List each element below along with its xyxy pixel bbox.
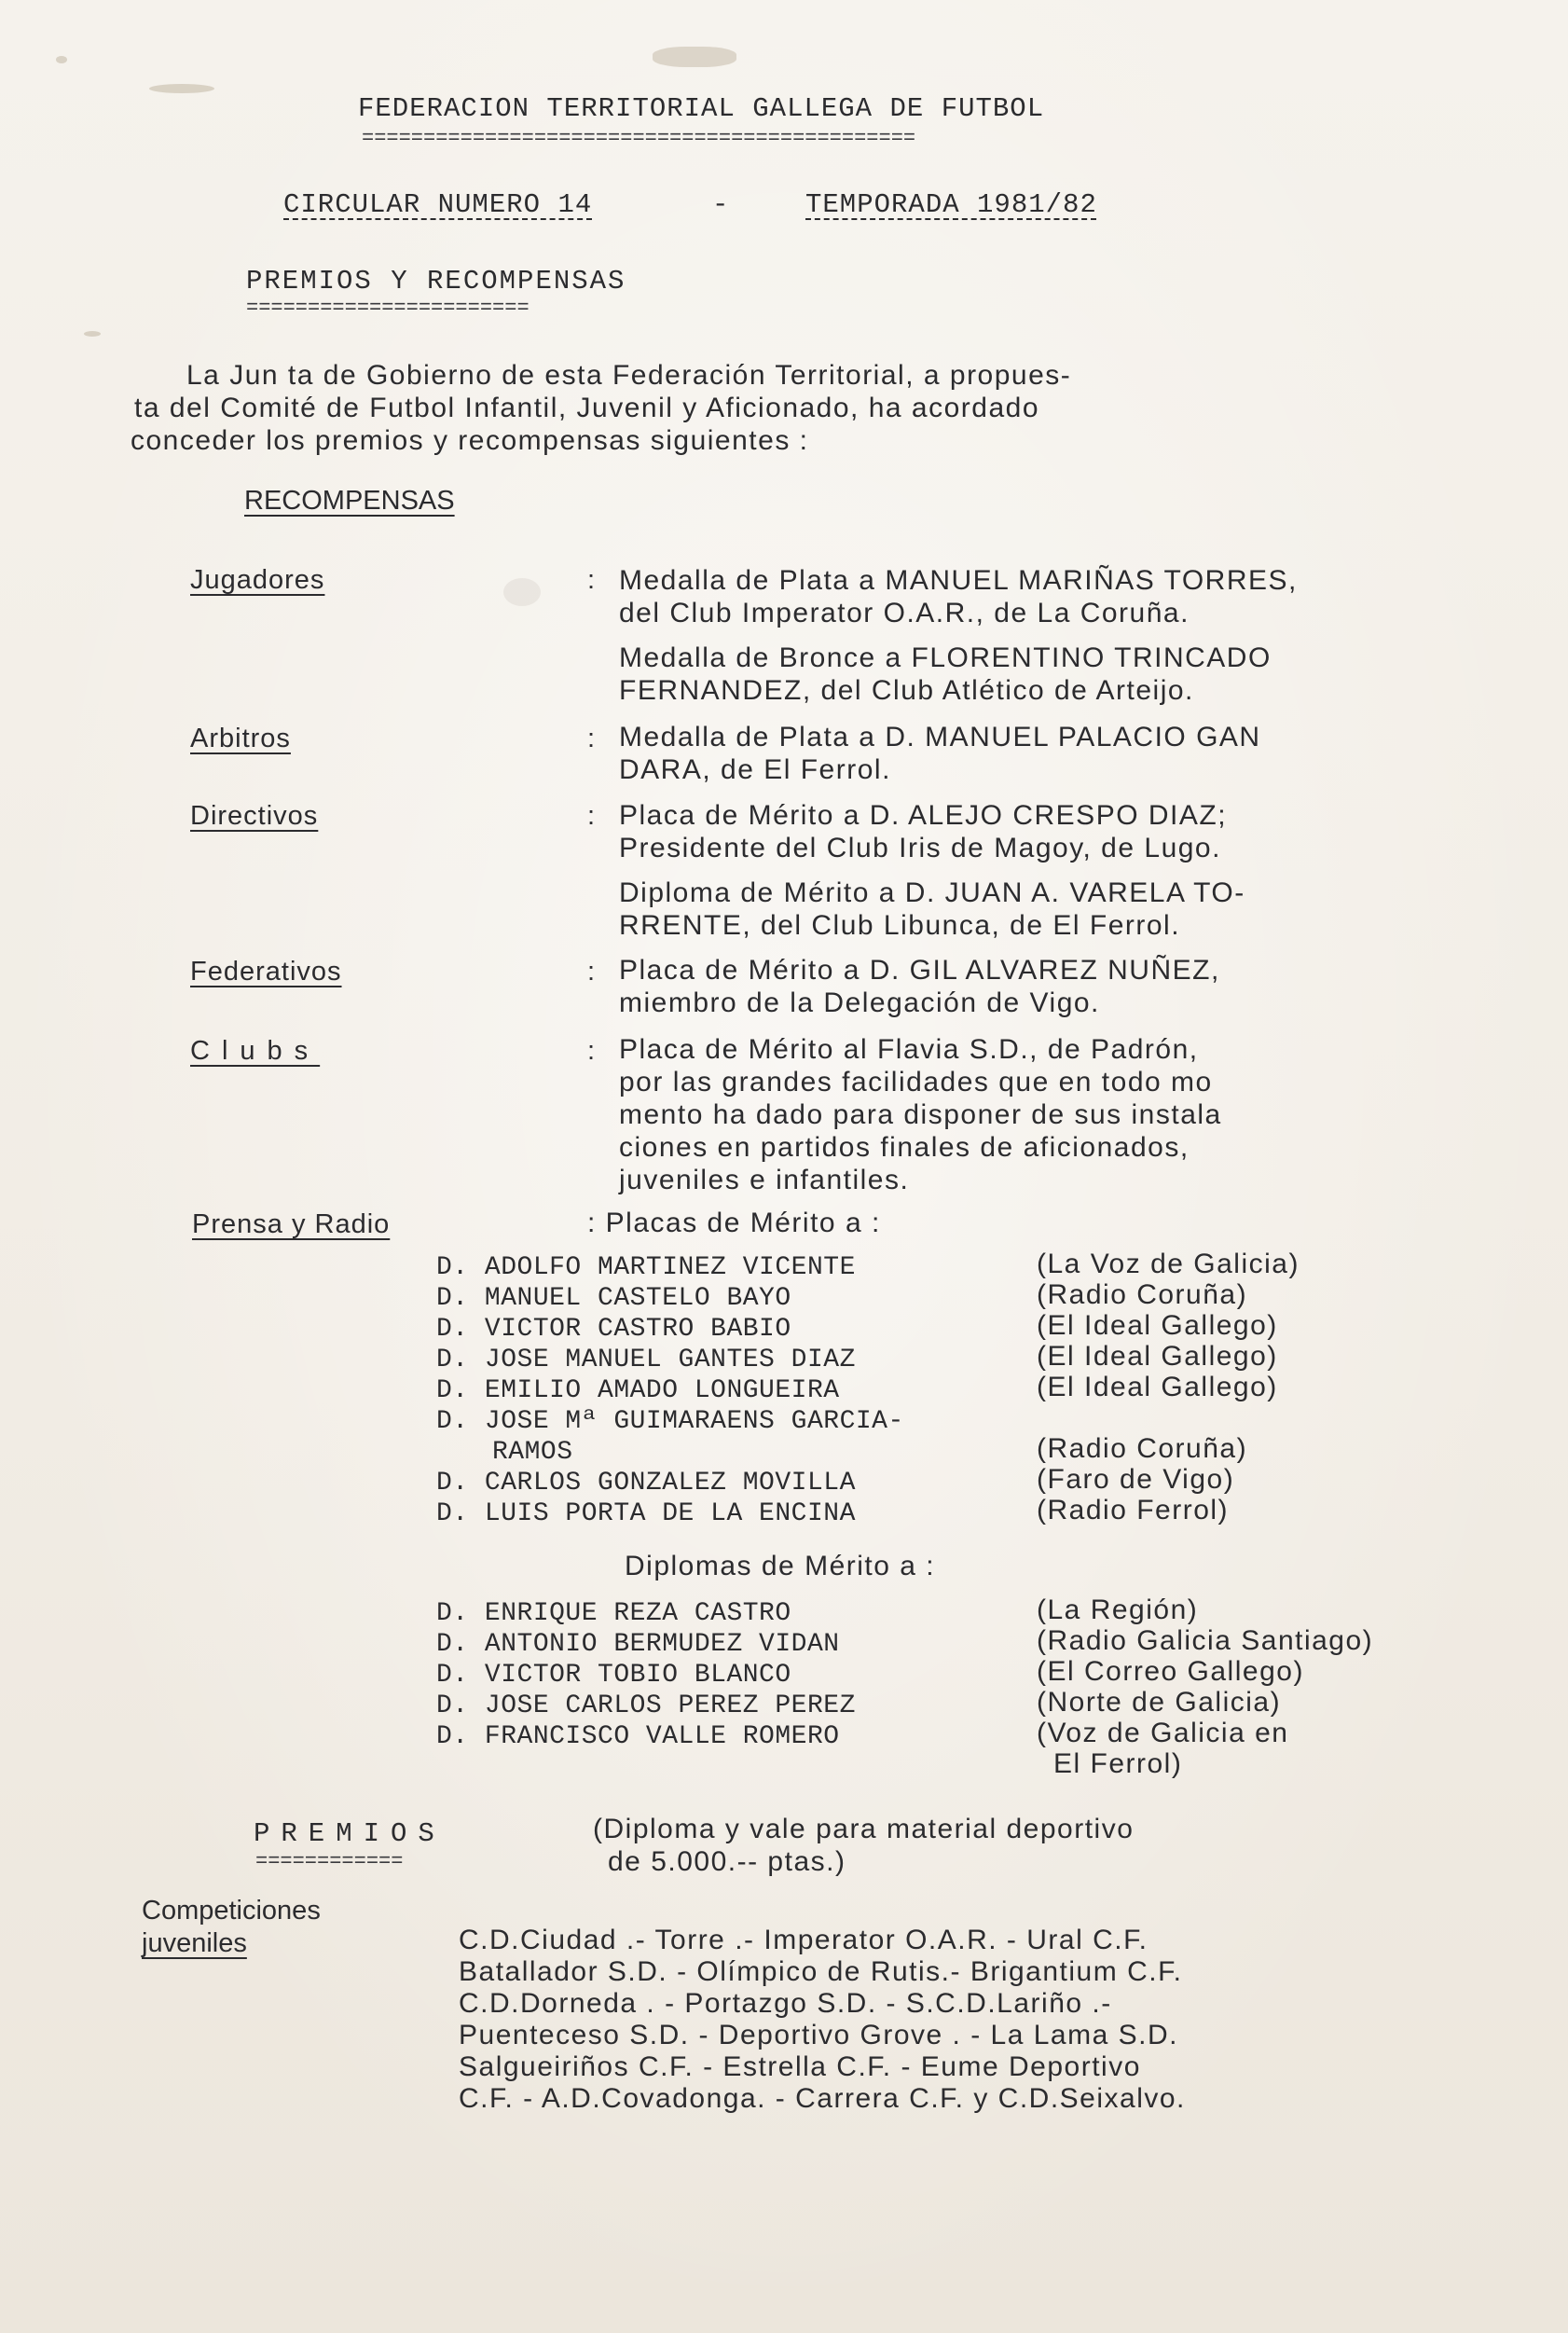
award-line: mento ha dado para disponer de sus instala	[619, 1099, 1222, 1130]
intro-line: conceder los premios y recompensas siguientes :	[131, 425, 809, 456]
media-outlet: (Faro de Vigo)	[1037, 1464, 1235, 1495]
category-prensa-radio: Prensa y Radio	[192, 1209, 391, 1239]
category-jugadores: Jugadores	[190, 565, 325, 595]
award-line: Placa de Mérito al Flavia S.D., de Padrón,	[619, 1034, 1199, 1065]
recipient-name: D. JOSE CARLOS PEREZ PEREZ	[436, 1691, 856, 1720]
award-entry	[619, 877, 1245, 942]
award-entry	[619, 564, 1298, 629]
award-line: ciones en partidos finales de aficionados,	[619, 1132, 1190, 1163]
recipient-name: D. LUIS PORTA DE LA ENCINA	[436, 1499, 856, 1528]
colon: :	[587, 724, 596, 753]
premios-heading: PREMIOS	[254, 1818, 446, 1849]
recipient-name: D. FRANCISCO VALLE ROMERO	[436, 1722, 840, 1751]
award-line: Medalla de Plata a MANUEL MARIÑAS TORRES,	[619, 565, 1298, 596]
competiciones-clubs	[459, 1925, 1186, 2115]
media-outlet: (Radio Coruña)	[1037, 1433, 1248, 1464]
intro-line: ta del Comité de Futbol Infantil, Juvenil y Aficionado, ha acordado	[134, 393, 1040, 423]
clubs-line: Puenteceso S.D. - Deportivo Grove . - La Lama S.D.	[459, 2020, 1178, 2050]
colon: :	[587, 801, 596, 831]
competiciones-label	[142, 1895, 321, 1960]
award-line: Placa de Mérito a D. ALEJO CRESPO DIAZ;	[619, 800, 1228, 831]
diplomas-names	[436, 1598, 856, 1752]
season-label: TEMPORADA 1981/82	[805, 189, 1097, 220]
header-separator: -	[712, 189, 730, 220]
diplomas-media	[1037, 1594, 1373, 1779]
recipient-name: D. JOSE MANUEL GANTES DIAZ	[436, 1346, 856, 1374]
media-outlet: (Radio Galicia Santiago)	[1037, 1625, 1374, 1656]
recipient-name: D. ADOLFO MARTINEZ VICENTE	[436, 1253, 856, 1282]
clubs-line: C.D.Ciudad .- Torre .- Imperator O.A.R. - Ural C.F.	[459, 1925, 1148, 1955]
recipient-name: D. VICTOR TOBIO BLANCO	[436, 1661, 791, 1690]
federation-title: FEDERACION TERRITORIAL GALLEGA DE FUTBOL	[358, 93, 1045, 124]
diplomas-heading: Diplomas de Mérito a :	[625, 1551, 936, 1581]
award-line: Medalla de Bronce a FLORENTINO TRINCADO	[619, 642, 1272, 673]
media-outlet: (El Ideal Gallego)	[1037, 1372, 1278, 1402]
circular-number: CIRCULAR NUMERO 14	[283, 189, 593, 220]
award-entry	[619, 1033, 1222, 1196]
award-entry	[619, 954, 1220, 1019]
media-outlet: (El Correo Gallego)	[1037, 1656, 1304, 1687]
award-line: Medalla de Plata a D. MANUEL PALACIO GAN	[619, 722, 1261, 752]
award-line: del Club Imperator O.A.R., de La Coruña.	[619, 598, 1190, 628]
colon: :	[587, 957, 596, 987]
category-clubs: Clubs	[190, 1036, 321, 1066]
intro-line: La Jun ta de Gobierno de esta Federación Territorial, a propues-	[186, 360, 1072, 391]
award-entry	[619, 799, 1227, 864]
award-entry	[619, 642, 1272, 707]
recipient-name: D. ENRIQUE REZA CASTRO	[436, 1599, 791, 1628]
premios-note	[593, 1813, 1134, 1878]
award-line: Placa de Mérito a D. GIL ALVAREZ NUÑEZ,	[619, 955, 1220, 986]
tear-mark	[653, 47, 736, 67]
colon: :	[587, 565, 596, 595]
clubs-line: C.F. - A.D.Covadonga. - Carrera C.F. y C.D.Seixalvo.	[459, 2083, 1186, 2114]
award-line: FERNANDEZ, del Club Atlético de Arteijo.	[619, 675, 1194, 706]
recipient-name: D. ANTONIO BERMUDEZ VIDAN	[436, 1630, 840, 1659]
note-line: de 5.000.-- ptas.)	[608, 1846, 846, 1877]
media-outlet: (Radio Ferrol)	[1037, 1495, 1230, 1525]
section-heading: PREMIOS Y RECOMPENSAS	[246, 266, 626, 297]
award-line: miembro de la Delegación de Vigo.	[619, 987, 1100, 1018]
note-line: (Diploma y vale para material deportivo	[593, 1814, 1135, 1844]
media-outlet: (Radio Coruña)	[1037, 1279, 1248, 1310]
recompensas-heading: RECOMPENSAS	[244, 486, 455, 516]
award-line: juveniles e infantiles.	[619, 1165, 910, 1195]
media-outlet: (El Ideal Gallego)	[1037, 1341, 1278, 1372]
award-line: Diploma de Mérito a D. JUAN A. VARELA TO-	[619, 877, 1245, 908]
stain-mark	[503, 578, 541, 606]
stain-mark	[56, 56, 67, 63]
title-underline: =============================================	[362, 127, 916, 150]
award-line: Presidente del Club Iris de Magoy, de Lugo.	[619, 833, 1221, 863]
recipient-name: D. CARLOS GONZALEZ MOVILLA	[436, 1469, 856, 1498]
media-outlet: (Voz de Galicia en	[1037, 1718, 1289, 1748]
clubs-line: Salgueiriños C.F. - Estrella C.F. - Eume Deportivo	[459, 2051, 1141, 2082]
category-arbitros: Arbitros	[190, 724, 291, 753]
placas-heading: : Placas de Mérito a :	[587, 1208, 881, 1238]
category-directivos: Directivos	[190, 801, 319, 831]
media-outlet: (La Voz de Galicia)	[1037, 1249, 1300, 1279]
category-federativos: Federativos	[190, 957, 342, 987]
media-outlet: (La Región)	[1037, 1594, 1199, 1625]
placas-names	[436, 1252, 904, 1529]
media-outlet: El Ferrol)	[1053, 1748, 1183, 1779]
premios-underline: ============	[255, 1850, 404, 1873]
award-line: por las grandes facilidades que en todo mo	[619, 1067, 1213, 1097]
label-line: juveniles	[142, 1928, 247, 1958]
award-entry	[619, 721, 1261, 786]
placas-media	[1037, 1249, 1300, 1525]
label-line: Competiciones	[142, 1896, 321, 1926]
stain-mark	[149, 84, 214, 93]
recipient-name: D. VICTOR CASTRO BABIO	[436, 1315, 791, 1344]
award-line: DARA, de El Ferrol.	[619, 754, 891, 785]
clubs-line: Batallador S.D. - Olímpico de Rutis.- Brigantium C.F.	[459, 1956, 1183, 1987]
colon: :	[587, 1036, 596, 1066]
clubs-line: C.D.Dorneda . - Portazgo S.D. - S.C.D.Lariño .-	[459, 1988, 1112, 2019]
media-outlet	[1037, 1402, 1300, 1433]
recipient-name: D. JOSE Mª GUIMARAENS GARCIA-	[436, 1407, 904, 1436]
recipient-name: D. MANUEL CASTELO BAYO	[436, 1284, 791, 1313]
recipient-name: D. EMILIO AMADO LONGUEIRA	[436, 1376, 840, 1405]
award-line: RRENTE, del Club Libunca, de El Ferrol.	[619, 910, 1181, 941]
section-underline: =======================	[246, 297, 530, 320]
stain-mark	[84, 331, 101, 337]
media-outlet: (El Ideal Gallego)	[1037, 1310, 1278, 1341]
intro-paragraph	[131, 359, 1072, 457]
media-outlet: (Norte de Galicia)	[1037, 1687, 1282, 1718]
recipient-name: RAMOS	[492, 1438, 573, 1467]
